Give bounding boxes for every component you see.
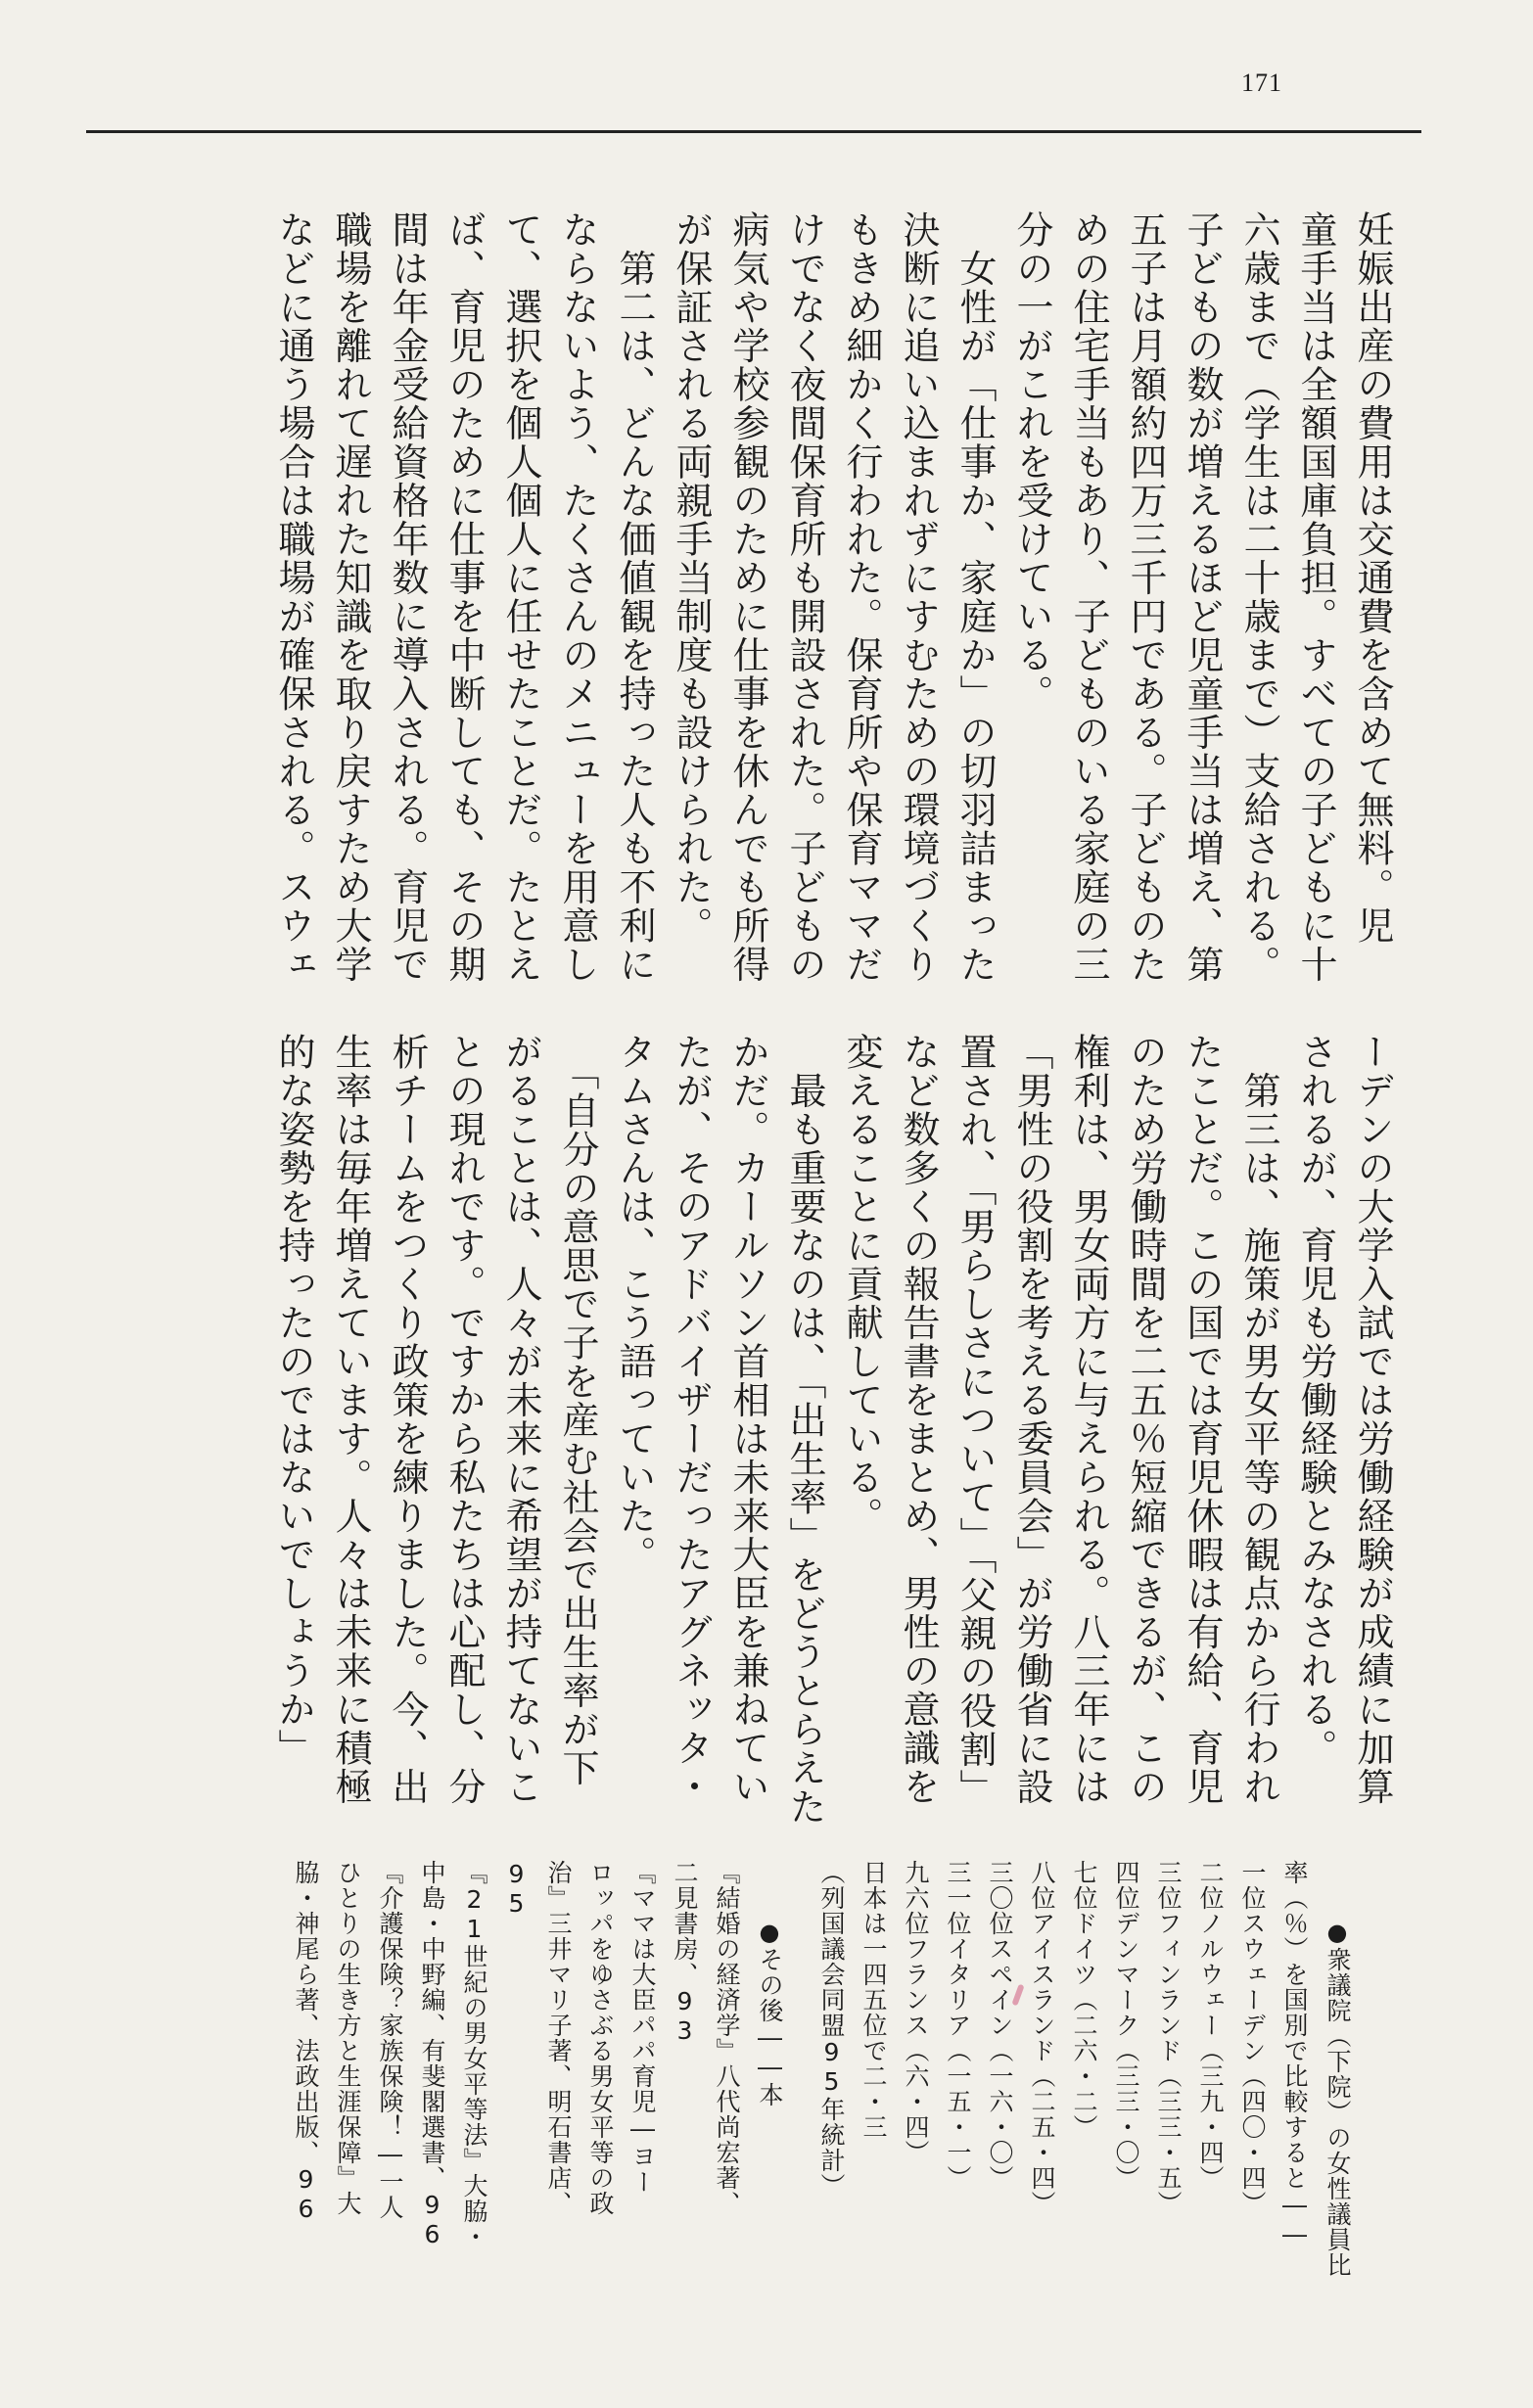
note-line: （列国議会同盟95年統計） (817, 1860, 846, 2199)
note-line: 率（％）を国別で比較すると―― (1280, 1860, 1309, 2249)
text-column: が保証される両親手当制度も設けられた。 (670, 210, 713, 946)
text-column: タムさんは、こう語っていた。 (613, 1033, 656, 1574)
note-line: 中島・中野編、有斐閣選書、96 (418, 1860, 446, 2249)
sidebar-note-seats (811, 1860, 1401, 2408)
note-line: 七位ドイツ（二六・二） (1070, 1860, 1098, 2140)
text-column: 決断に追い込まれずにすむための環境づくり (897, 210, 940, 984)
text-column: 童手当は全額国庫負担。すべての子どもに十 (1294, 210, 1337, 984)
text-column: がることは、人々が未来に希望が持てないこ (499, 1033, 542, 1806)
body-text-lower (265, 1033, 1401, 1845)
text-column: 第二は、どんな価値観を持った人も不利に (613, 210, 656, 984)
text-column: 間は年金受給資格年数に導入される。育児で (386, 210, 429, 984)
note-line: 脇・神尾ら著、法政出版、96 (292, 1860, 320, 2224)
note-line: 『ママは大臣パパ育児―ヨー (628, 1860, 657, 2195)
note-bullet: ● (756, 1919, 783, 1947)
text-column: 変えることに貢献している。 (840, 1033, 883, 1536)
text-column: ーデンの大学入試では労働経験が成績に加算 (1351, 1033, 1394, 1806)
note-line: その後――本 (756, 1947, 784, 2107)
text-column: など数多くの報告書をまとめ、男性の意識を (897, 1033, 940, 1806)
note-line: 四位デンマーク（三三・〇） (1112, 1860, 1140, 2191)
text-column: けでなく夜間保育所も開設された。子どもの (783, 210, 826, 984)
text-column: 的な姿勢を持ったのではないでしょうか」 (272, 1033, 315, 1768)
text-column: て、選択を個人個人に任せたことだ。たとえ (499, 210, 542, 984)
text-column: ば、育児のために仕事を中断しても、その期 (442, 210, 486, 984)
text-column: 五子は月額約四万三千円である。子どものた (1124, 210, 1167, 984)
note-line: 95 (502, 1860, 531, 1919)
text-column: 第三は、施策が男女平等の観点から行われ (1237, 1033, 1280, 1806)
page-number: 171 (1241, 69, 1282, 97)
text-column: 権利は、男女両方に与えられる。八三年には (1067, 1033, 1110, 1806)
note-line: 三〇位スペイン（一六・〇） (986, 1860, 1014, 2191)
text-column: たことだ。この国では育児休暇は有給、育児 (1181, 1033, 1224, 1806)
text-column: かだ。カールソン首相は未来大臣を兼ねてい (726, 1033, 769, 1806)
note-line: 三位フィンランド（三三・五） (1154, 1860, 1183, 2216)
text-column: 置され、「男らしさについて」「父親の役割」 (953, 1033, 997, 1808)
text-column: めの住宅手当もあり、子どものいる家庭の三 (1067, 210, 1110, 984)
text-column: もきめ細かく行われた。保育所や保育ママだ (840, 210, 883, 984)
text-column: たが、そのアドバイザーだったアグネッタ・ (670, 1033, 713, 1806)
text-column: 職場を離れて遅れた知識を取り戻すため大学 (329, 210, 372, 984)
text-column: されるが、育児も労働経験とみなされる。 (1294, 1033, 1337, 1768)
text-column: 析チームをつくり政策を練りました。今、出 (386, 1033, 429, 1806)
note-line: 『結婚の経済学』八代尚宏著、 (713, 1860, 741, 2216)
note-line: 治』三井マリ子著、明石書店、 (544, 1860, 573, 2216)
text-column: 六歳まで（学生は二十歳まで）支給される。 (1237, 210, 1280, 984)
note-line: 『21世紀の男女平等法』大脇・ (460, 1860, 488, 2249)
note-line: 一位スウェーデン（四〇・四） (1238, 1860, 1267, 2216)
text-column: 最も重要なのは、「出生率」をどうとらえた (783, 1033, 826, 1827)
text-column: ならないよう、たくさんのメニューを用意し (556, 210, 599, 984)
text-column: 病気や学校参観のために仕事を休んでも所得 (726, 210, 769, 984)
note-line: ロッパをゆさぶる男女平等の政 (586, 1860, 615, 2216)
text-column: 生率は毎年増えています。人々は未来に積極 (329, 1033, 372, 1806)
note-bullet: ● (1324, 1919, 1351, 1947)
text-column: 女性が「仕事か、家庭か」の切羽詰まった (953, 210, 997, 984)
note-line: 九六位フランス（六・四） (902, 1860, 930, 2165)
header-rule (86, 130, 1421, 133)
text-column: との現れです。ですから私たちは心配し、分 (442, 1033, 486, 1806)
note-line: 日本は一四五位で二・三 (859, 1860, 888, 2140)
text-column: などに通う場合は職場が確保される。スウェ (272, 210, 315, 984)
note-line: 衆議院（下院）の女性議員比 (1324, 1947, 1352, 2278)
body-text-upper (265, 210, 1401, 1023)
text-column: のため労働時間を二五％短縮できるが、この (1124, 1033, 1167, 1806)
note-line: 二位ノルウェー（三九・四） (1196, 1860, 1225, 2191)
note-line: 三一位イタリア（一五・一） (944, 1860, 972, 2191)
text-column: 「男性の役割を考える委員会」が労働省に設 (1010, 1033, 1053, 1806)
note-line: ひとりの生き方と生涯保障』大 (334, 1860, 362, 2216)
note-line: 二見書房、93 (671, 1860, 699, 2046)
text-column: 妊娠出産の費用は交通費を含めて無料。児 (1351, 210, 1394, 946)
note-line: 『介護保険？家族保険！―一人 (376, 1860, 404, 2220)
sidebar-note-books (285, 1860, 833, 2408)
text-column: 「自分の意思で子を産む社会で出生率が下 (556, 1033, 599, 1787)
text-column: 分の一がこれを受けている。 (1010, 210, 1053, 714)
note-line: 八位アイスランド（二五・四） (1028, 1860, 1056, 2216)
text-column: 子どもの数が増えるほど児童手当は増え、第 (1181, 210, 1224, 984)
